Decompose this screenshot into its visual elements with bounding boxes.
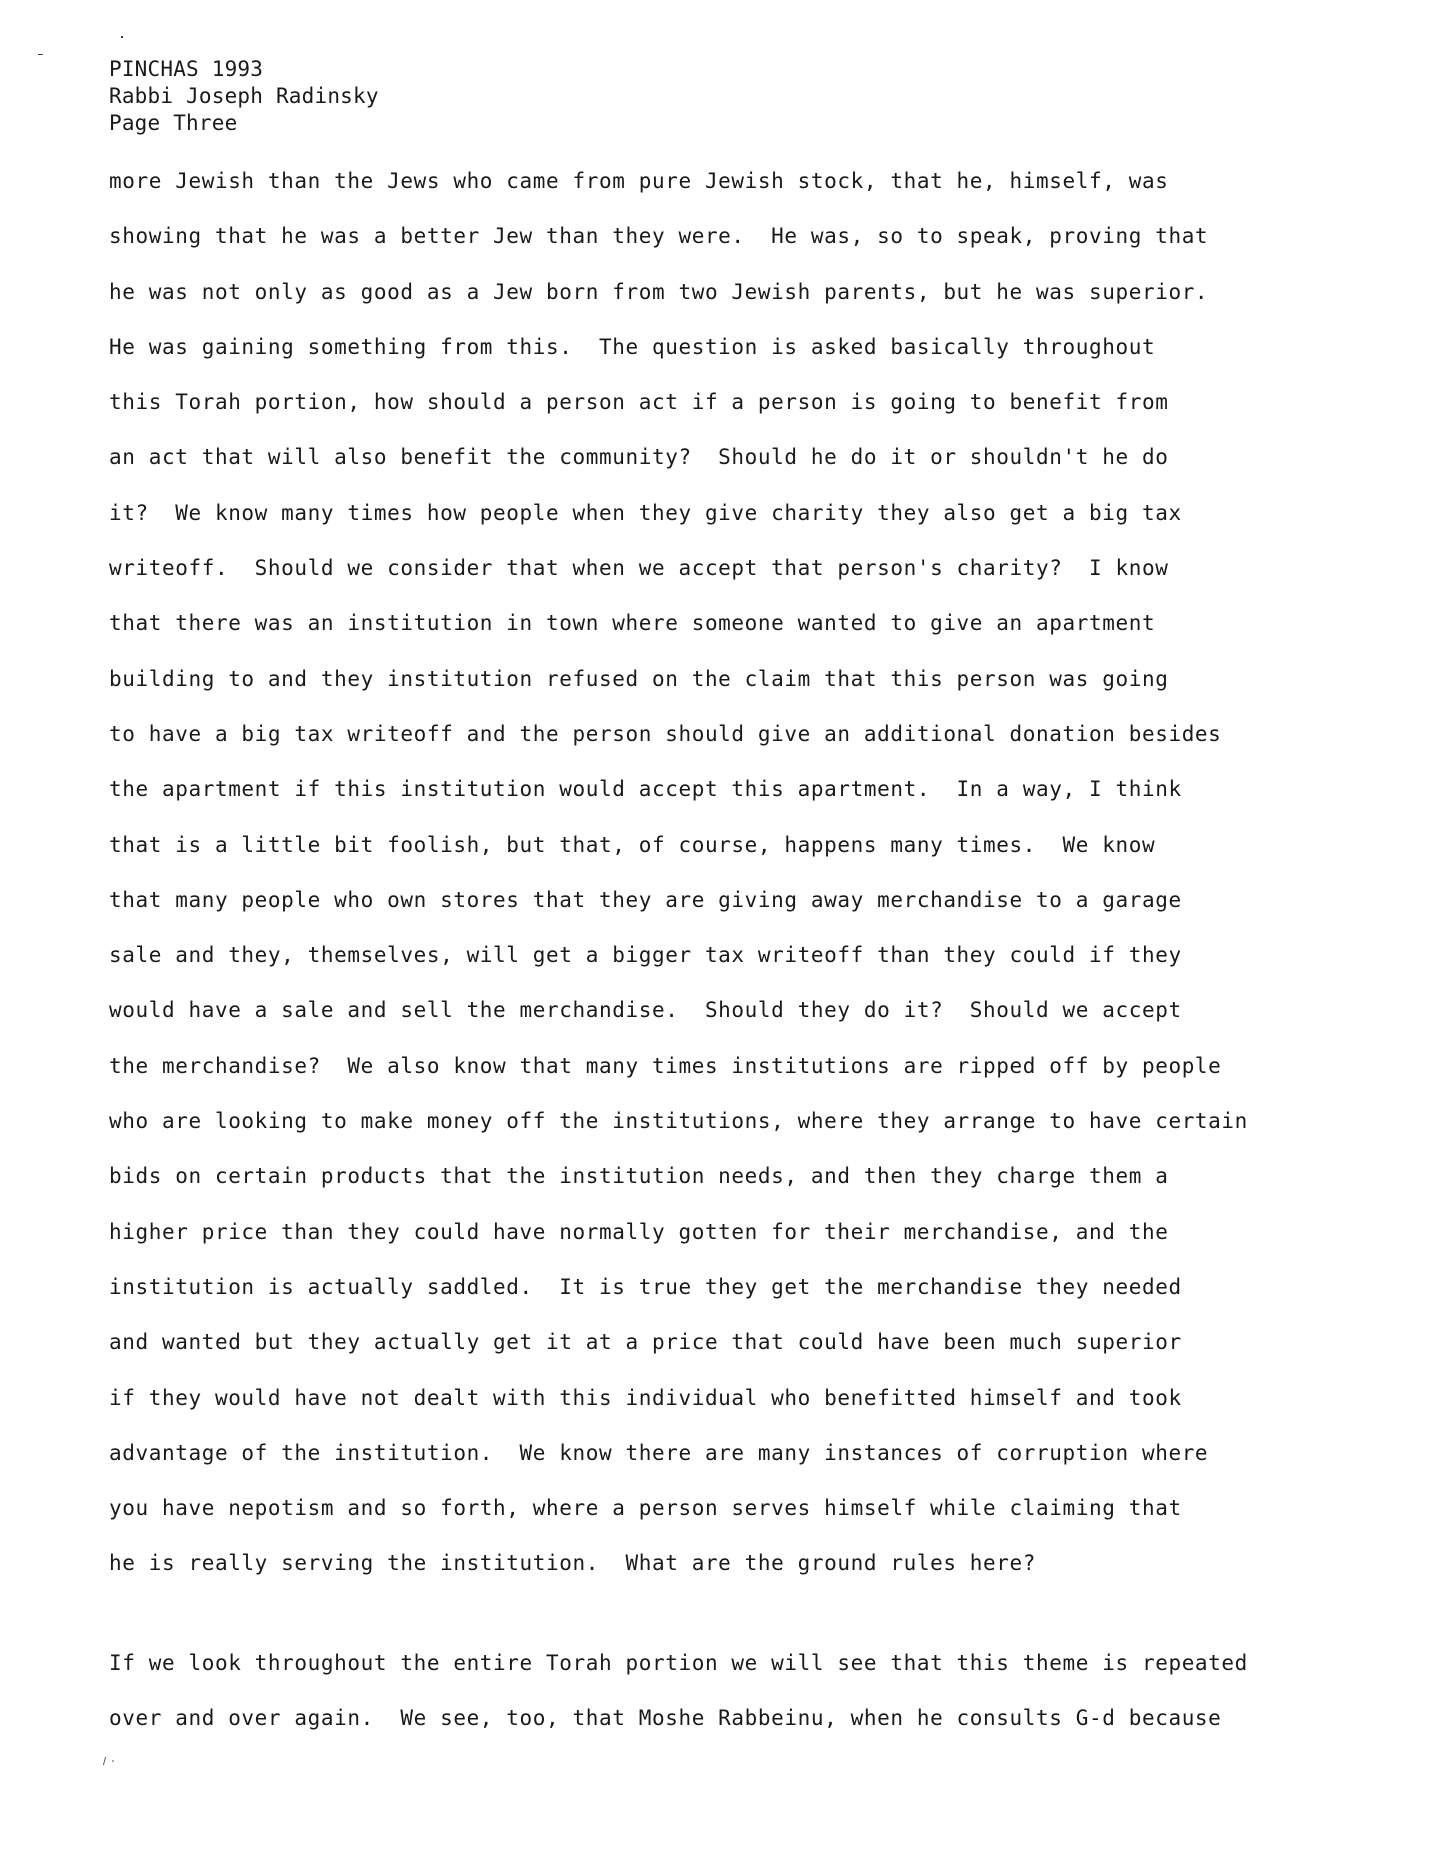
text-line: He was gaining something from this. The question is asked basically throughout: [109, 334, 1156, 359]
scan-artifact-dot: [121, 36, 123, 38]
text-line: institution is actually saddled. It is true they get the merchandise they needed: [109, 1274, 1182, 1299]
document-header: [109, 56, 379, 137]
text-line: bids on certain products that the institution needs, and then they charge them a: [109, 1164, 1169, 1189]
text-line: and wanted but they actually get it at a price that could have been much superior: [109, 1330, 1182, 1355]
text-line: advantage of the institution. We know there are many instances of corruption where: [109, 1440, 1209, 1465]
text-line: this Torah portion, how should a person act if a person is going to benefit from: [109, 390, 1169, 415]
text-line: that is a little bit foolish, but that, of course, happens many times. We know: [109, 832, 1156, 857]
text-line: it? We know many times how people when they give charity they also get a big tax: [109, 500, 1182, 525]
text-line: you have nepotism and so forth, where a person serves himself while claiming that: [109, 1496, 1182, 1521]
text-line: he was not only as good as a Jew born from two Jewish parents, but he was superior.: [109, 279, 1209, 304]
text-line: sale and they, themselves, will get a bigger tax writeoff than they could if they: [109, 943, 1182, 968]
scan-artifact-dash: [38, 54, 43, 55]
paragraph-2: [109, 1648, 1359, 1758]
paragraph-1: [109, 166, 1309, 1604]
text-line: showing that he was a better Jew than they were. He was, so to speak, proving that: [109, 224, 1209, 249]
text-line: he is really serving the institution. What are the ground rules here?: [109, 1551, 1037, 1576]
text-line: writeoff. Should we consider that when we accept that person's charity? I know: [109, 556, 1169, 581]
text-line: an act that will also benefit the community? Should he do it or shouldn't he do: [109, 445, 1169, 470]
scan-artifact-speck: [112, 1760, 114, 1762]
text-line: the merchandise? We also know that many times institutions are ripped off by people: [109, 1053, 1222, 1078]
text-line: who are looking to make money off the institutions, where they arrange to have certain: [109, 1109, 1248, 1134]
text-line: that many people who own stores that they are giving away merchandise to a garage: [109, 887, 1182, 912]
header-page-number: Page Three: [109, 111, 238, 135]
text-line: over and over again. We see, too, that Moshe Rabbeinu, when he consults G-d because: [109, 1706, 1222, 1730]
text-line: that there was an institution in town where someone wanted to give an apartment: [109, 611, 1156, 636]
text-line: If we look throughout the entire Torah portion we will see that this theme is repeated: [109, 1651, 1248, 1675]
text-line: if they would have not dealt with this individual who benefitted himself and took: [109, 1385, 1182, 1410]
text-line: higher price than they could have normally gotten for their merchandise, and the: [109, 1219, 1169, 1244]
header-title: PINCHAS 1993: [109, 57, 264, 81]
text-line: would have a sale and sell the merchandise. Should they do it? Should we accept: [109, 998, 1182, 1023]
text-line: to have a big tax writeoff and the person should give an additional donation besides: [109, 721, 1222, 746]
scan-artifact-mark: [103, 1757, 110, 1765]
text-line: building to and they institution refused on the claim that this person was going: [109, 666, 1169, 691]
header-author: Rabbi Joseph Radinsky: [109, 84, 379, 108]
text-line: the apartment if this institution would accept this apartment. In a way, I think: [109, 777, 1182, 802]
text-line: more Jewish than the Jews who came from pure Jewish stock, that he, himself, was: [109, 169, 1169, 193]
